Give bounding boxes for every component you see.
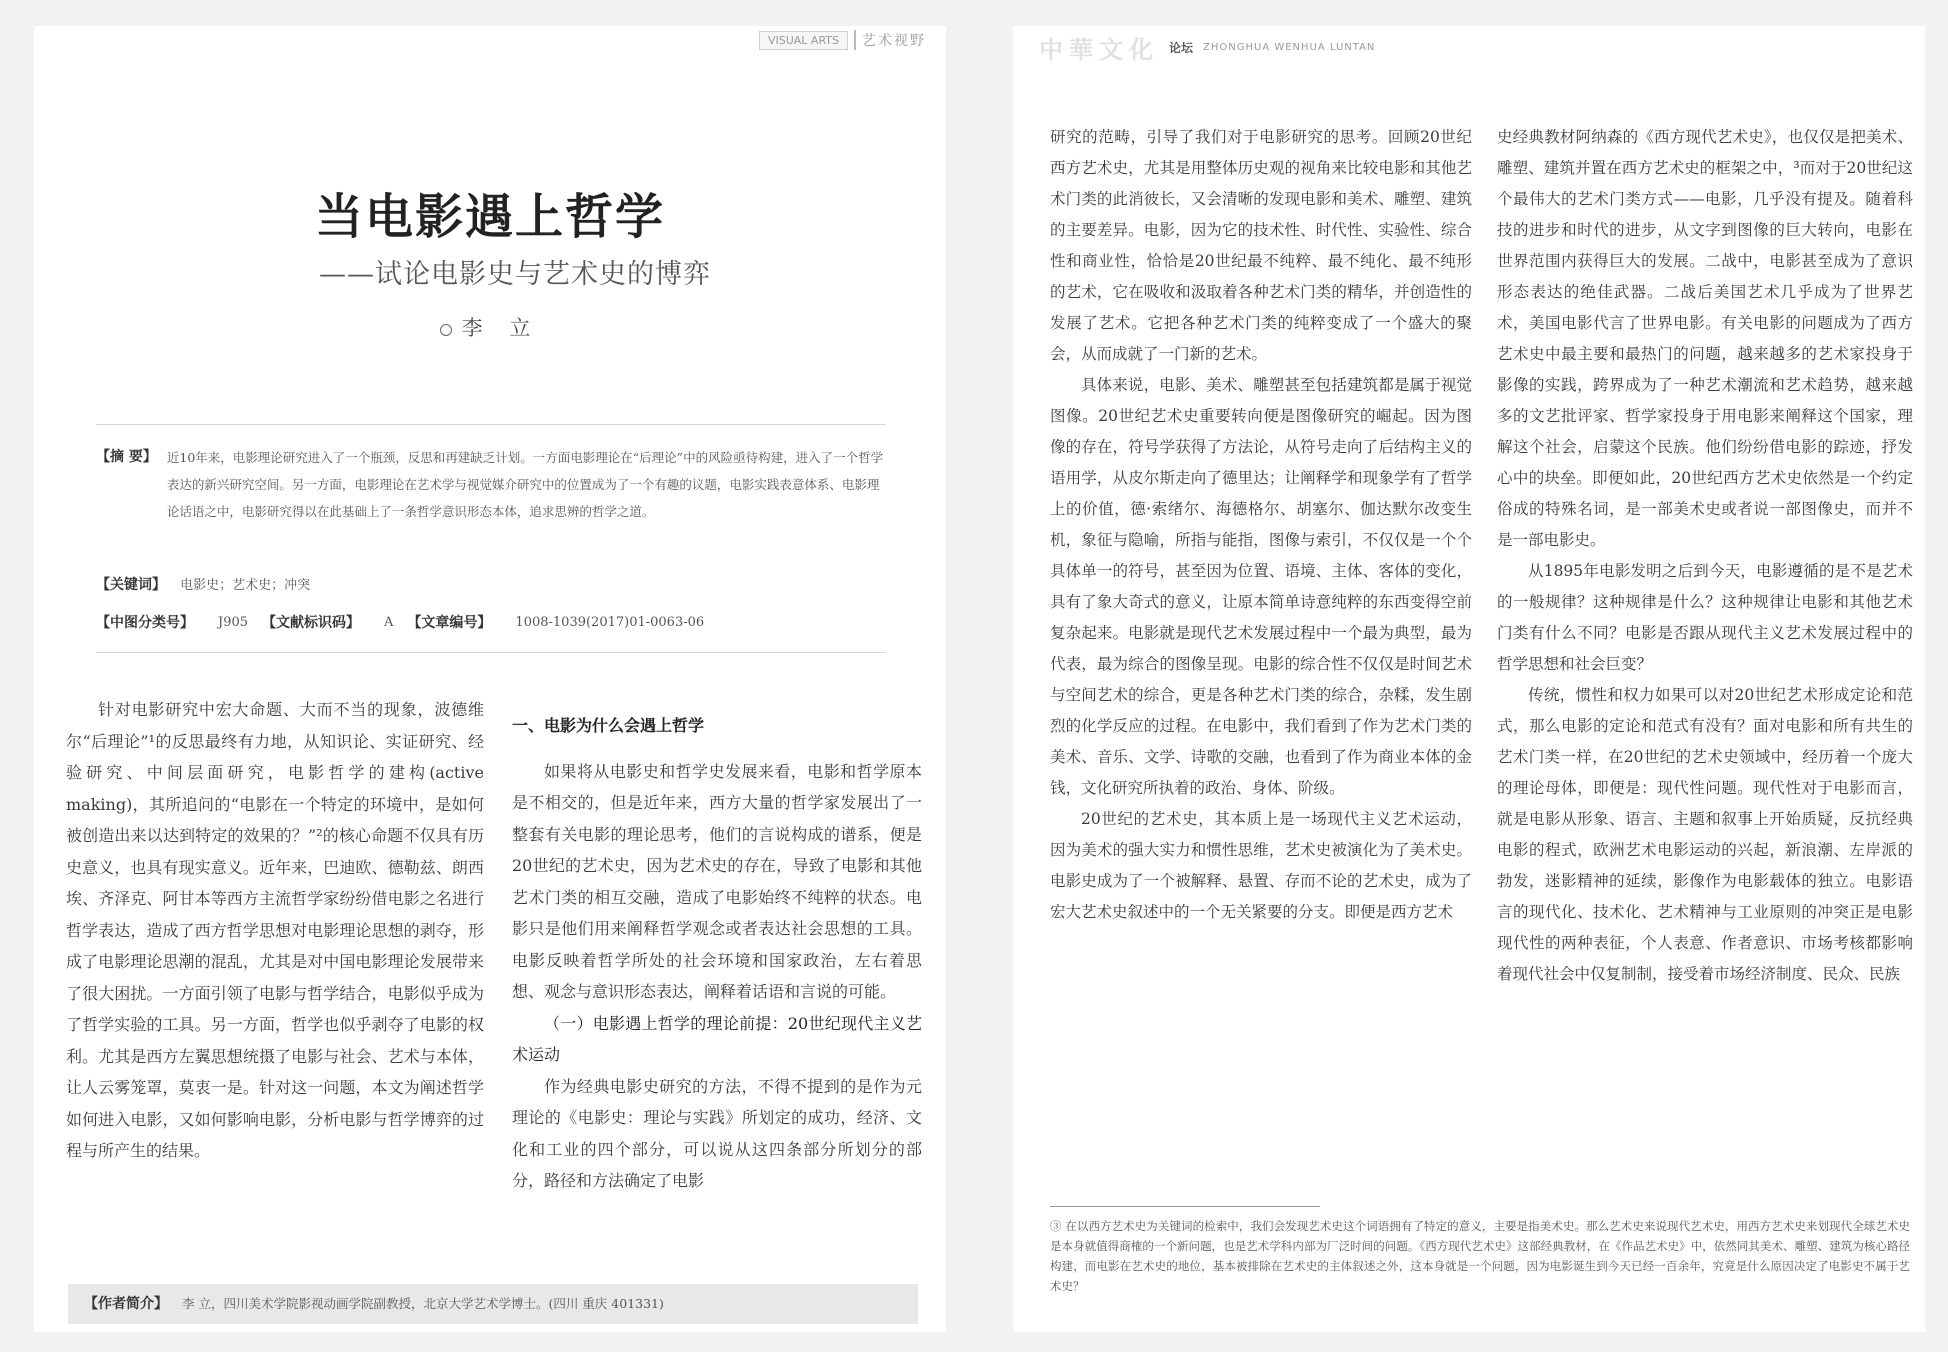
keywords-label: 【关键词】 [96,577,166,593]
running-header [759,30,932,50]
footnote-rule [1050,1206,1320,1207]
header-section: 论坛 [1169,41,1194,55]
header-tag: VISUAL ARTS [759,31,848,50]
right-column-2 [1497,122,1913,990]
author-marker-icon [440,324,452,336]
author-line [34,312,946,342]
abstract-label: 【摘 要】 [96,449,157,465]
body-paragraph: 如果将从电影史和哲学史发展来看，电影和哲学原本是不相交的，但是近年来，西方大量的哲学家发展出了一整套有关电影的理论思考，他们的言说构成的谱系，便是20世纪的艺术史，因为艺术史的存在，导致了电影和其他艺术门类的相互交融，造成了电影始终不纯粹的状态。电影只是他们用来阐释哲学观念或者表达社会思想的工具。电影反映着哲学所处的社会环境和国家政治，左右着思想、观念与意识形态表达，阐释着话语和言说的可能。 [512,761,922,1001]
left-page [34,26,946,1332]
bio-text: 李 立，四川美术学院影视动画学院副教授，北京大学艺术学博士。(四川 重庆 401331) [181,1296,664,1311]
body-paragraph: 作为经典电影史研究的方法，不得不提到的是作为元理论的《电影史：理论与实践》所划定的成功，经济、文化和工业的四个部分，可以说从这四条部分所划分的部分，路径和方法确定了电影 [512,1076,922,1190]
bio-label: 【作者简介】 [84,1296,168,1312]
running-header [1039,30,1375,65]
abstract-top-rule [96,424,886,425]
left-column-2 [512,710,922,1197]
body-paragraph: 从1895年电影发明之后到今天，电影遵循的是不是艺术的一般规律？这种规律是什么？这种规律让电影和其他艺术门类有什么不同？电影是否跟从现代主义艺术发展过程中的哲学思想和社会巨变？ [1497,562,1913,673]
body-paragraph: 具体来说，电影、美术、雕塑甚至包括建筑都是属于视觉图像。20世纪艺术史重要转向便是图像研究的崛起。因为图像的存在，符号学获得了方法论，从符号走向了后结构主义的语用学，从皮尔斯走向了德里达；让阐释学和现象学有了哲学上的价值，德·索绪尔、海德格尔、胡塞尔、伽达默尔改变生机，象征与隐喻，所指与能指，图像与索引，不仅仅是一个个具体单一的符号，甚至因为位置、语境、主体、客体的变化，具有了象大奇式的意义，让原本简单诗意纯粹的东西变得空前复杂起来。电影就是现代艺术发展过程中一个最为典型，最为代表，最为综合的图像呈现。电影的综合性不仅仅是时间艺术与空间艺术的综合，更是各种艺术门类的综合，杂糅，发生剧烈的化学反应的过程。在电影中，我们看到了作为艺术门类的美术、音乐、文学、诗歌的交融，也看到了作为商业本体的金钱，文化研究所执着的政治、身体、阶级。 [1050,376,1472,797]
body-paragraph: 传统，惯性和权力如果可以对20世纪艺术形成定论和范式，那么电影的定论和范式有没有？面对电影和所有共生的艺术门类一样，在20世纪的艺术史领域中，经历着一个庞大的理论母体，即便是：现代性问题。现代性对于电影而言，就是电影从形象、语言、主题和叙事上开始质疑，反抗经典电影的程式，欧洲艺术电影运动的兴起，新浪潮、左岸派的勃发，迷影精神的延续，影像作为电影载体的独立。电影语言的现代化、技术化、艺术精神与工业原则的冲突正是电影现代性的两种表征，个人表意、作者意识、市场考核都影响着现代社会中仅复制制，接受着市场经济制度、民众、民族 [1497,686,1913,983]
clc-label: 【中图分类号】 [96,615,194,631]
article-id-value: 1008-1039(2017)01-0063-06 [515,614,705,630]
section-heading: 一、电影为什么会遇上哲学 [512,716,705,735]
clc-value: J905 [218,614,249,630]
header-latin-title: ZHONGHUA WENHUA LUNTAN [1203,42,1376,53]
subsection-heading: （一）电影遇上哲学的理论前提：20世纪现代主义艺术运动 [512,1013,922,1064]
article-id-label: 【文章编号】 [407,615,492,631]
header-column-name: 艺术视野 [854,30,932,50]
abstract-text: 近10年来，电影理论研究进入了一个瓶颈，反思和再建缺乏计划。一方面电影理论在“后理论”中的风险亟待构建，进入了一个哲学表达的新兴研究空间。另一方面，电影理论在艺术学与视觉媒介研究中的位置成为了一个有趣的议题，电影实践表意体系、电影理论话语之中，电影研究得以在此基础上了一条哲学意识形态本体，追求思辨的哲学之道。 [166,450,884,519]
footnote: ③ 在以西方艺术史为关键词的检索中，我们会发现艺术史这个词语拥有了特定的意义，主要是指美术史。那么艺术史来说现代艺术史，用西方艺术史来划现代全球艺术史是本身就值得商榷的一个新问题，也是艺术学科内部为厂泛时间的问题。《西方现代艺术史》这部经典教材，在《作品艺术史》中，依然同其美术、雕塑、建筑为核心路径构建，而电影在艺术史的地位，基本被排除在艺术史的主体叙述之外，这本身就是一个问题，因为电影诞生到今天已经一百余年，究竟是什么原因决定了电影史不属于艺术史？ [1050,1219,1910,1293]
abstract-bottom-rule [96,652,886,653]
body-paragraph: 研究的范畴，引导了我们对于电影研究的思考。回顾20世纪西方艺术史，尤其是用整体历史观的视角来比较电影和其他艺术门类的此消彼长，又会清晰的发现电影和美术、雕塑、建筑的主要差异。电影，因为它的技术性、时代性、实验性、综合性和商业性，恰恰是20世纪最不纯粹、最不纯化、最不纯形的艺术，它在吸收和汲取着各种艺术门类的精华，并创造性的发展了艺术。它把各种艺术门类的纯粹变成了一个盛大的聚会，从而成就了一门新的艺术。 [1050,128,1472,363]
keywords-text: 电影史；艺术史；冲突 [180,578,311,593]
article-title: 当电影遇上哲学 [314,189,665,245]
doc-code-label: 【文献标识码】 [262,615,361,631]
abstract-block [96,444,886,525]
journal-logo: 中華文化 [1039,35,1159,64]
keywords-line [96,574,310,594]
body-paragraph: 针对电影研究中宏大命题、大而不当的现象，波德维尔“后理论”¹的反思最终有力地，从知识论、实证研究、经验研究、中间层面研究，电影哲学的建构(active making)，其所追问的“电影在一个特定的环境中，是如何被创造出来以达到特定的效果的？”²的核心命题不仅具有历史意义，也具有现实意义。近年来，巴迪欧、德勒兹、朗西埃、齐泽克、阿甘本等西方主流哲学家纷纷借电影之名进行哲学表达，造成了西方哲学思想对电影理论思想的剥夺，形成了电影理论思潮的混乱，尤其是对中国电影理论发展带来了很大困扰。一方面引领了电影与哲学结合，电影似乎成为了哲学实验的工具。另一方面，哲学也似乎剥夺了电影的权利。尤其是西方左翼思想统摄了电影与社会、艺术与本体，让人云雾笼罩，莫衷一是。针对这一问题，本文为阐述哲学如何进入电影，又如何影响电影，分析电影与哲学博弈的过程与所产生的结果。 [66,700,484,1160]
right-page [1013,26,1925,1332]
body-paragraph: 20世纪的艺术史，其本质上是一场现代主义艺术运动，因为美术的强大实力和惯性思维，艺术史被演化为了美术史。电影史成为了一个被解释、悬置、存而不论的艺术史，成为了宏大艺术史叙述中的一个无关紧要的分支。即便是西方艺术 [1050,810,1472,921]
article-subtitle: ——试论电影史与艺术史的博弈 [319,259,711,290]
author-bio-bar [68,1284,918,1324]
classification-line [96,612,704,632]
body-paragraph: 史经典教材阿纳森的《西方现代艺术史》，也仅仅是把美术、雕塑、建筑并置在西方艺术史的框架之中，³而对于20世纪这个最伟大的艺术门类方式——电影，几乎没有提及。随着科技的进步和时代的进步，从文字到图像的巨大转向，电影在世界范围内获得巨大的发展。二战中，电影甚至成为了意识形态表达的绝佳武器。二战后美国艺术几乎成为了世界艺术，美国电影代言了世界电影。有关电影的问题成为了西方艺术史中最主要和最热门的问题，越来越多的艺术家投身于影像的实践，跨界成为了一种艺术潮流和艺术趋势，越来越多的文艺批评家、哲学家投身于用电影来阐释这个国家，理解这个社会，启蒙这个民族。他们纷纷借电影的踪迹，抒发心中的块垒。即便如此，20世纪西方艺术史依然是一个约定俗成的特殊名词，是一部美术史或者说一部图像史，而并不是一部电影史。 [1497,128,1913,549]
right-column-1 [1050,122,1472,928]
doc-code-value: A [384,614,394,630]
left-column-1 [66,694,484,1167]
author-name: 李 立 [461,316,541,340]
